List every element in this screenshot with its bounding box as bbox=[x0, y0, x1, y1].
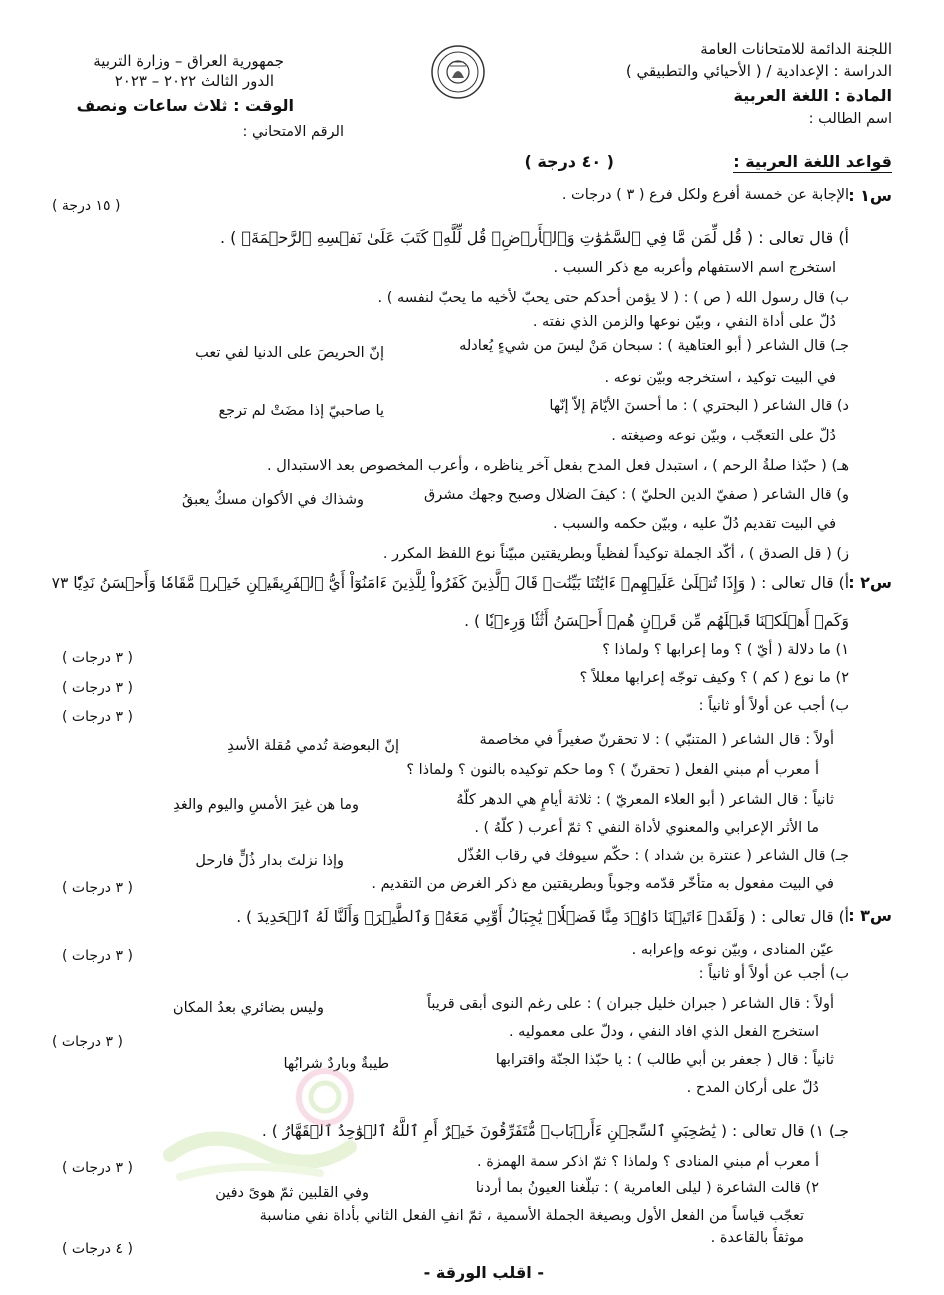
q2-b1-task: أ معرب أم مبني الفعل ( تحقرنّ ) ؟ وما حكم توكيده بالنون ؟ ولماذا ؟ bbox=[406, 762, 819, 778]
q2-a1: ١) ما دلالة ( أيّ ) ؟ وما إعرابها ؟ ولماذا ؟ bbox=[602, 642, 849, 658]
q1-d-text: د) قال الشاعر ( البحتري ) : ما أحسنَ الأيّامَ إلاّ إنّها bbox=[549, 398, 849, 414]
q1-g-text: ز) ( قل الصدق ) ، أكّد الجملة توكيداً لفظياً وبطريقتين مبيّناً نوع اللفظ المكرر . bbox=[382, 546, 849, 562]
q3-b1-text: أولاً : قال الشاعر ( جبران خليل جبران ) : على رغم النوى أبقى قريباً bbox=[426, 996, 834, 1012]
subject-line: المادة : اللغة العربية bbox=[733, 86, 892, 105]
q2-c-text: جـ) قال الشاعر ( عنترة بن شداد ) : حكّم سيوفك في رقاب العُذّل bbox=[456, 848, 849, 864]
q2-label: س٢ : bbox=[848, 573, 892, 592]
q3-c1-task: أ معرب أم مبني المنادى ؟ ولماذا ؟ ثمّ اذكر سمة الهمزة . bbox=[477, 1154, 819, 1170]
study-line: الدراسة : الإعدادية / ( الأحيائي والتطبيقي ) bbox=[625, 62, 892, 80]
q2-b1-text: أولاً : قال الشاعر ( المتنبّي ) : لا تحقرنّ صغيراً في مخاصمة bbox=[479, 732, 834, 748]
q2-a-text: أ) قال تعالى : ( وَإِذَا تُتۡلَىٰ عَلَيۡهِمۡ ءَايَٰتُنَا بَيِّنَٰتٖ قَالَ ٱلَّذِينَ كَفَرُواْ لِلَّذِينَ ءَامَنُوٓاْ أَيُّ ٱلۡفَرِيقَيۡنِ خَيۡرٞ مَّقَامٗا وَأَحۡسَنُ نَدِيّٗا ٧٣ bbox=[51, 574, 849, 592]
q2-c-verse2: وإذا نزلتَ بدار ذُلٍّ فارحل bbox=[195, 853, 344, 869]
q1-label: س١ : bbox=[848, 186, 892, 205]
student-name-field: اسم الطالب : bbox=[808, 111, 892, 127]
q1-d-verse2: يا صاحبيّ إذا مضَتْ لم ترجع bbox=[218, 403, 384, 419]
q2-b2-verse2: وما هن غيرَ الأمسِ واليوم والغدِ bbox=[173, 797, 359, 813]
q3-c2-verse2: وفي القلبين ثمّ هوىً دفين bbox=[215, 1185, 369, 1201]
q1-e-text: هـ) ( حبّذا صلةُ الرحم ) ، استبدل فعل المدح بفعل آخر يناظره ، وأعرب المخصوص بعد الاستبدال . bbox=[267, 458, 849, 474]
q3-b1-task: استخرج الفعل الذي افاد النفي ، ودلّ على معموليه . bbox=[508, 1024, 819, 1040]
q3-c2-text: ٢) قالت الشاعرة ( ليلى العامرية ) : تبلّغنا العيونُ بما أردنا bbox=[475, 1180, 819, 1196]
exam-number-field: الرقم الامتحاني : bbox=[242, 124, 344, 140]
q3-b2-verse2: طيبةٌ وباردٌ شرابُها bbox=[283, 1056, 389, 1072]
q2-marks-a1: ( ٣ درجات ) bbox=[62, 650, 133, 666]
q1-b-text: ب) قال رسول الله ( ص ) : ( لا يؤمن أحدكم حتى يحبّ لأخيه ما يحبّ لنفسه ) . bbox=[377, 290, 849, 306]
section-total: ( ٤٠ درجة ) bbox=[524, 152, 614, 171]
q1-intro: الإجابة عن خمسة أفرع ولكل فرع ( ٣ ) درجات . bbox=[561, 187, 849, 203]
q3-c2-task1: تعجّب قياساً من الفعل الأول وبصيغة الجملة الأسمية ، ثمّ انفِ الفعل الثاني بأداة نفي مناسبة bbox=[259, 1208, 804, 1224]
q2-c-task: في البيت مفعول به متأخّر قدّمه وجوباً وبطريقتين مع ذكر الغرض من التقديم . bbox=[371, 876, 834, 892]
committee-line: اللجنة الدائمة للامتحانات العامة bbox=[700, 40, 892, 58]
q2-a-text2: وَكَمۡ أَهۡلَكۡنَا قَبۡلَهُم مِّن قَرۡنٍ هُمۡ أَحۡسَنُ أَثَٰثٗا وَرِءۡيٗا ) . bbox=[464, 612, 849, 630]
q3-marks-b: ( ٣ درجات ) bbox=[52, 1034, 123, 1050]
q3-marks-c1: ( ٣ درجات ) bbox=[62, 1160, 133, 1176]
q3-label: س٣ : bbox=[848, 906, 892, 925]
exam-time: الوقت : ثلاث ساعات ونصف bbox=[76, 96, 294, 115]
q3-marks-a: ( ٣ درجات ) bbox=[62, 948, 133, 964]
q1-f-text: و) قال الشاعر ( صفيّ الدين الحليّ ) : كيفَ الضلال وصبح وجهك مشرق bbox=[423, 487, 849, 503]
q2-b2-text: ثانياً : قال الشاعر ( أبو العلاء المعريّ ) : ثلاثة أيامٍ هي الدهر كلّهُ bbox=[456, 792, 834, 808]
round-line: الدور الثالث ٢٠٢٢ – ٢٠٢٣ bbox=[114, 72, 274, 90]
q2-b-head: ب) أجب عن أولاً أو ثانياً : bbox=[698, 698, 849, 714]
turn-page-note: - اقلب الورقة - bbox=[423, 1263, 544, 1282]
q1-a-task: استخرج اسم الاستفهام وأعربه مع ذكر السبب . bbox=[553, 260, 836, 276]
q1-a-text: أ) قال تعالى : ( قُل لِّمَن مَّا فِي ٱلسَّمَٰوَٰتِ وَٱلۡأَرۡضِۖ قُل لِّلَّهِۚ كَتَبَ عَلَىٰ نَفۡسِهِ ٱلرَّحۡمَةَۚ ) . bbox=[219, 228, 849, 247]
section-title: قواعد اللغة العربية : bbox=[733, 152, 892, 173]
q2-b1-verse2: إنّ البعوضة تُدمي مُقلة الأسدِ bbox=[227, 738, 399, 754]
q3-b2-text: ثانياً : قال ( جعفر بن أبي طالب ) : يا حبّذا الجنّة واقترابها bbox=[495, 1052, 834, 1068]
q3-b2-task: دُلّ على أركان المدح . bbox=[686, 1080, 819, 1096]
q1-c-task: في البيت توكيد ، استخرجه وبيّن نوعه . bbox=[604, 370, 836, 386]
q1-c-verse2: إنّ الحريصَ على الدنيا لفي تعب bbox=[195, 345, 384, 361]
q1-f-task: في البيت تقديم دُلّ عليه ، وبيّن حكمه والسبب . bbox=[552, 516, 836, 532]
watermark-logo-icon bbox=[150, 1055, 410, 1195]
q2-marks-a2: ( ٣ درجات ) bbox=[62, 680, 133, 696]
ministry-seal-icon bbox=[430, 44, 486, 100]
q3-a-text: أ) قال تعالى : ( وَلَقَدۡ ءَاتَيۡنَا دَاوُۥدَ مِنَّا فَضۡلٗاۖ يَٰجِبَالُ أَوِّبِي مَعَهُۥ وَٱلطَّيۡرَۖ وَأَلَنَّا لَهُ ٱلۡحَدِيدَ ) . bbox=[236, 908, 849, 926]
q1-d-task: دُلّ على التعجّب ، وبيّن نوعه وصيغته . bbox=[611, 428, 836, 444]
q2-a2: ٢) ما نوع ( كم ) ؟ وكيف توجّه إعرابها معللاً ؟ bbox=[579, 670, 849, 686]
q1-b-task: دُلّ على أداة النفي ، وبيّن نوعها والزمن الذي نفته . bbox=[532, 314, 836, 330]
q2-b2-task: ما الأثر الإعرابي والمعنوي لأداة النفي ؟ ثمّ أعرب ( كلّهُ ) . bbox=[474, 820, 819, 836]
q3-c1-text: جـ) ١) قال تعالى : ( يَٰصَٰحِبَيِ ٱلسِّجۡنِ ءَأَرۡبَابٞ مُّتَفَرِّقُونَ خَيۡرٌ أَمِ ٱللَّهُ ٱلۡوَٰحِدُ ٱلۡقَهَّارُ ) . bbox=[261, 1122, 849, 1140]
ministry-line: جمهورية العراق – وزارة التربية bbox=[93, 52, 284, 70]
q3-b1-verse2: وليس بضائري بعدُ المكان bbox=[172, 1000, 324, 1016]
q1-c-text: جـ) قال الشاعر ( أبو العتاهية ) : سبحان مَنْ ليسَ من شيءٍ يُعادله bbox=[459, 338, 849, 354]
q1-marks: ( ١٥ درجة ) bbox=[52, 198, 121, 214]
q3-b-head: ب) أجب عن أولاً أو ثانياً : bbox=[698, 966, 849, 982]
q1-f-verse2: وشذاك في الأكوان مسكٌ يعبقُ bbox=[182, 492, 364, 508]
q2-marks-b: ( ٣ درجات ) bbox=[62, 709, 133, 725]
q2-marks-c: ( ٣ درجات ) bbox=[62, 880, 133, 896]
q3-c2-task2: موثقاً بالقاعدة . bbox=[710, 1230, 804, 1246]
q3-marks-c2: ( ٤ درجات ) bbox=[62, 1241, 133, 1257]
q3-a-task: عيّن المنادى ، وبيّن نوعه وإعرابه . bbox=[631, 942, 834, 958]
